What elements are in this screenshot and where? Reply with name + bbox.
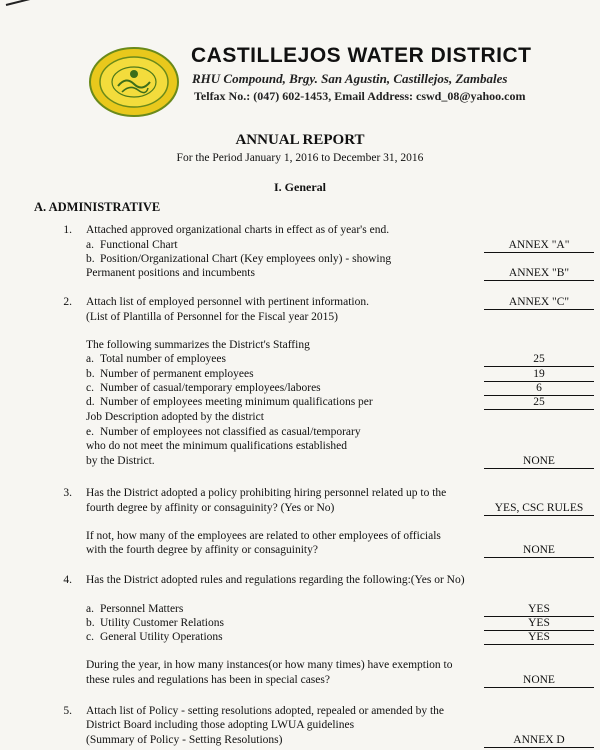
item-text: who do not meet the minimum qualifications established <box>86 440 347 452</box>
item-text: During the year, in how many instances(or how many times) have exemption to <box>86 659 453 671</box>
item-text: Total number of employees <box>100 353 226 365</box>
item-answer: ANNEX D <box>484 734 594 748</box>
item-answer: NONE <box>484 455 594 469</box>
item-text: by the District. <box>86 455 155 467</box>
org-name: CASTILLEJOS WATER DISTRICT <box>191 44 532 67</box>
item-text: Personnel Matters <box>100 603 184 615</box>
item-sub-label: a. <box>86 603 94 615</box>
item-number: 5. <box>63 705 72 717</box>
item-sub-label: d. <box>86 396 95 408</box>
item-sub-label: e. <box>86 426 94 438</box>
item-number: 1. <box>63 224 72 236</box>
item-number: 4. <box>63 574 72 586</box>
item-answer: ANNEX "B" <box>484 267 594 281</box>
item-number: 3. <box>63 487 72 499</box>
item-answer: YES <box>484 603 594 617</box>
item-answer: YES <box>484 617 594 631</box>
item-text: Number of employees not classified as casual/temporary <box>100 426 361 438</box>
item-text: fourth degree by affinity or consaguinity? (Yes or No) <box>86 502 335 514</box>
item-answer: ANNEX "A" <box>484 239 594 253</box>
item-text: General Utility Operations <box>100 631 223 643</box>
item-text: Has the District adopted a policy prohibiting hiring personnel related up to the <box>86 487 447 499</box>
item-text: Position/Organizational Chart (Key employees only) - showing <box>100 253 392 265</box>
item-text: Number of employees meeting minimum qualifications per <box>100 396 373 408</box>
item-sub-label: a. <box>86 353 94 365</box>
item-text: Attach list of employed personnel with pertinent information. <box>86 296 369 308</box>
item-answer: 25 <box>484 353 594 367</box>
report-title: ANNUAL REPORT <box>235 132 365 148</box>
pen-mark <box>6 0 43 6</box>
item-text: Job Description adopted by the district <box>86 411 264 423</box>
org-address: RHU Compound, Brgy. San Agustin, Castillejos, Zambales <box>192 71 508 86</box>
item-text: Utility Customer Relations <box>100 617 224 629</box>
item-text: these rules and regulations has been in special cases? <box>86 674 330 686</box>
item-answer: NONE <box>484 544 594 558</box>
item-answer: NONE <box>484 674 594 688</box>
item-sub-label: b. <box>86 368 95 380</box>
item-answer: 19 <box>484 368 594 382</box>
item-text: with the fourth degree by affinity or consaguinity? <box>86 544 318 556</box>
item-answer: 25 <box>484 396 594 410</box>
item-sub-label: c. <box>86 631 94 643</box>
item-text: (List of Plantilla of Personnel for the Fiscal year 2015) <box>86 311 338 323</box>
item-sub-label: b. <box>86 253 95 265</box>
item-text: Functional Chart <box>100 239 178 251</box>
item-sub-label: b. <box>86 617 95 629</box>
item-text: (Summary of Policy - Setting Resolutions) <box>86 734 283 746</box>
report-period: For the Period January 1, 2016 to December 31, 2016 <box>176 152 424 164</box>
item-text: Permanent positions and incumbents <box>86 267 255 279</box>
subsection-heading: A. ADMINISTRATIVE <box>34 200 161 214</box>
section-heading: I. General <box>274 180 326 194</box>
item-text: Attached approved organizational charts in effect as of year's end. <box>86 224 390 236</box>
org-contact: Telfax No.: (047) 602-1453, Email Address: cswd_08@yahoo.com <box>194 89 526 103</box>
item-number: 2. <box>63 296 72 308</box>
item-sub-label: a. <box>86 239 94 251</box>
item-text: The following summarizes the District's Staffing <box>86 339 310 351</box>
item-text: Attach list of Policy - setting resolutions adopted, repealed or amended by the <box>86 705 445 717</box>
item-answer: ANNEX "C" <box>484 296 594 310</box>
item-text: Has the District adopted rules and regulations regarding the following:(Yes or No) <box>86 574 465 586</box>
item-text: Number of permanent employees <box>100 368 254 380</box>
item-answer: YES <box>484 631 594 645</box>
item-text: If not, how many of the employees are related to other employees of officials <box>86 530 441 542</box>
item-sub-label: c. <box>86 382 94 394</box>
district-logo-seal <box>88 46 180 118</box>
item-answer: YES, CSC RULES <box>484 502 594 516</box>
item-text: District Board including those adopting LWUA guidelines <box>86 719 355 731</box>
item-answer: 6 <box>484 382 594 396</box>
item-text: Number of casual/temporary employees/labores <box>100 382 321 394</box>
